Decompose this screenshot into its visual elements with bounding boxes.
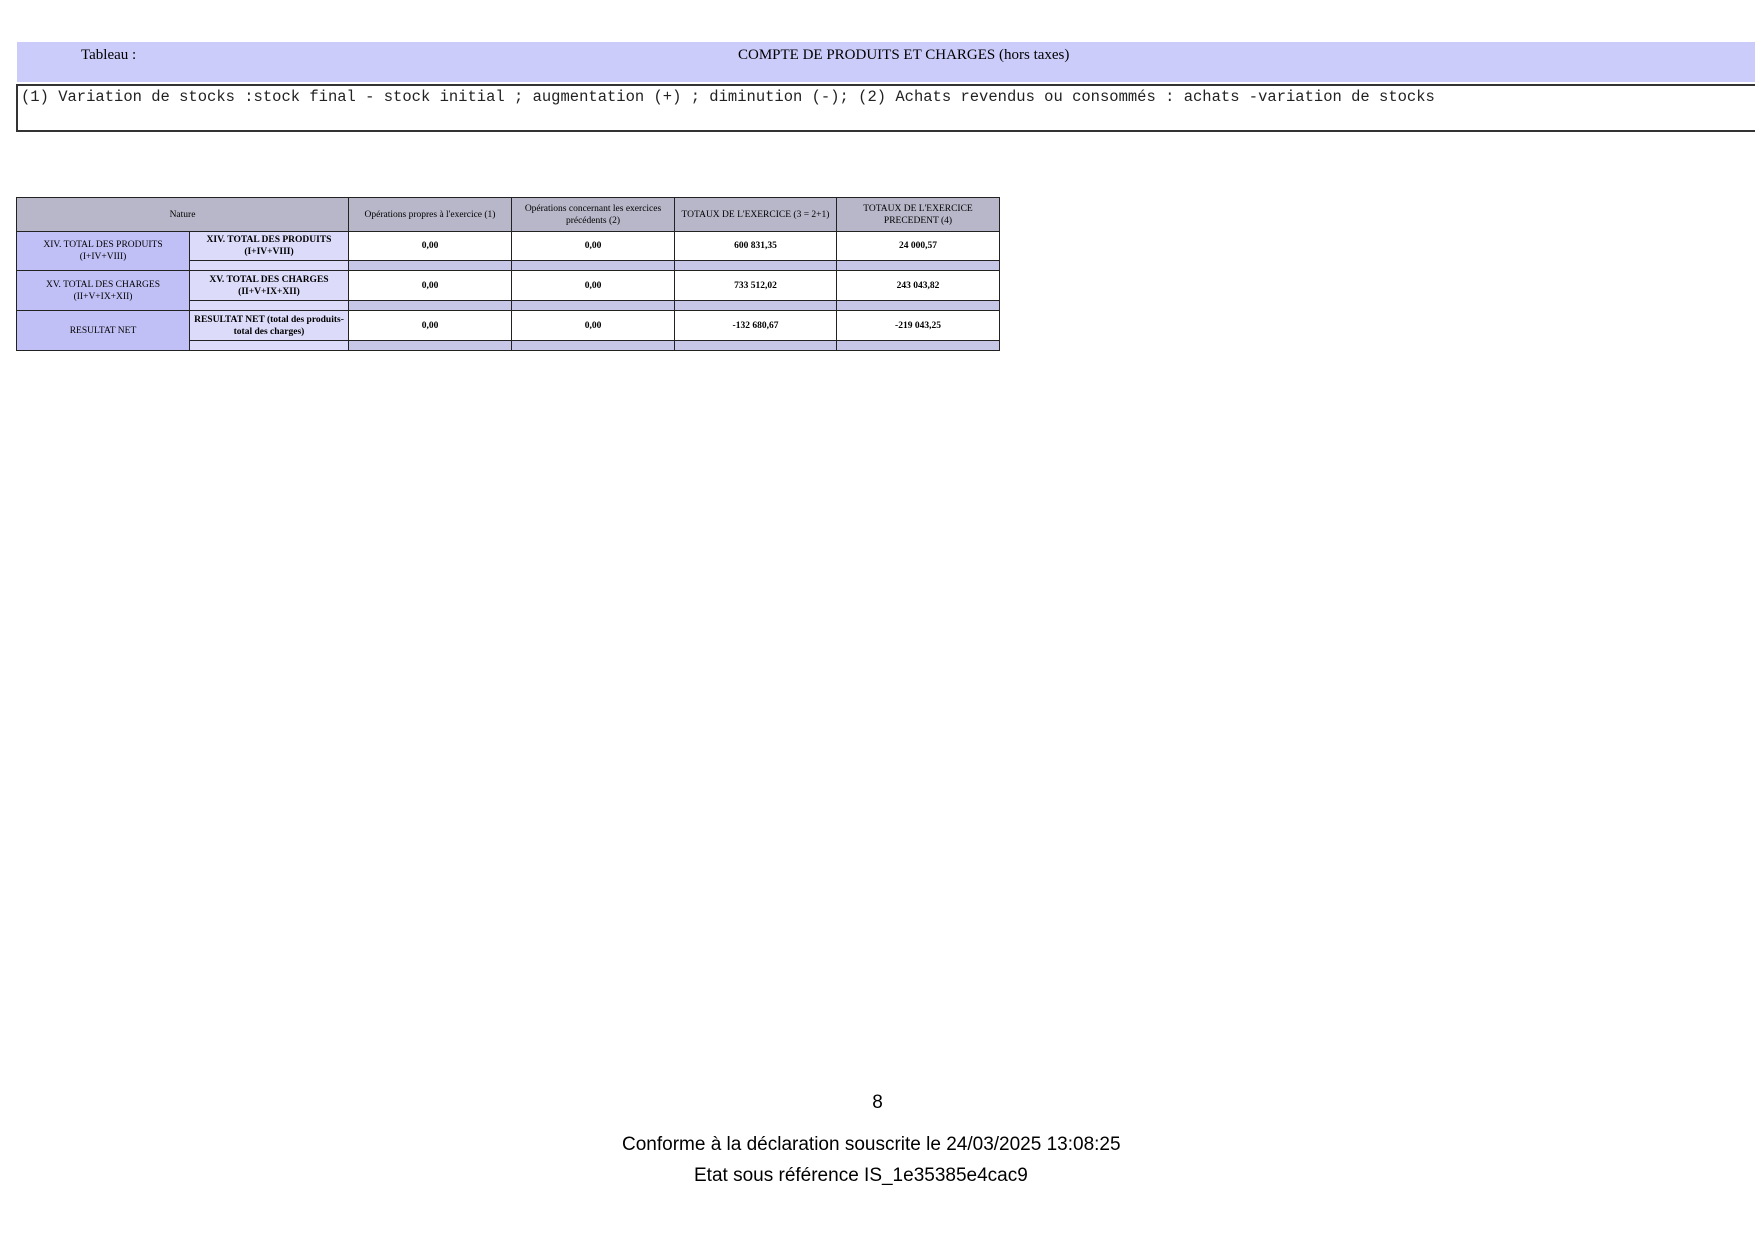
spacer-cell bbox=[349, 261, 512, 271]
spacer-cell bbox=[837, 301, 1000, 311]
row-label-products: XIV. TOTAL DES PRODUITS (I+IV+VIII) bbox=[190, 232, 349, 261]
value-cell: 600 831,35 bbox=[675, 232, 837, 261]
value-cell: 24 000,57 bbox=[837, 232, 1000, 261]
spacer-cell bbox=[190, 261, 349, 271]
value-cell: 0,00 bbox=[512, 271, 675, 301]
conformity-statement: Conforme à la déclaration souscrite le 24/03/2025 13:08:25 bbox=[622, 1134, 1121, 1155]
spacer-cell bbox=[512, 261, 675, 271]
value-cell: 0,00 bbox=[349, 232, 512, 261]
table-title: COMPTE DE PRODUITS ET CHARGES (hors taxes) bbox=[738, 47, 1070, 63]
value-cell: 733 512,02 bbox=[675, 271, 837, 301]
value-cell: 243 043,82 bbox=[837, 271, 1000, 301]
category-products: XIV. TOTAL DES PRODUITS (I+IV+VIII) bbox=[17, 232, 190, 271]
spacer-cell bbox=[190, 341, 349, 351]
table-header-row bbox=[17, 198, 1000, 232]
spacer-cell bbox=[675, 341, 837, 351]
spacer-cell bbox=[837, 341, 1000, 351]
header-year-totals: TOTAUX DE L'EXERCICE (3 = 2+1) bbox=[675, 198, 837, 232]
reference-statement: Etat sous référence IS_1e35385e4cac9 bbox=[694, 1165, 1028, 1186]
value-cell: -219 043,25 bbox=[837, 311, 1000, 341]
stock-variation-note bbox=[16, 84, 1755, 132]
header-previous-year-totals: TOTAUX DE L'EXERCICE PRECEDENT (4) bbox=[837, 198, 1000, 232]
spacer-cell bbox=[190, 301, 349, 311]
spacer-cell bbox=[837, 261, 1000, 271]
spacer-cell bbox=[349, 301, 512, 311]
value-cell: 0,00 bbox=[349, 311, 512, 341]
header-nature: Nature bbox=[17, 198, 349, 232]
table-row bbox=[17, 271, 1000, 301]
spacer-cell bbox=[512, 301, 675, 311]
tableau-label: Tableau : bbox=[81, 47, 137, 63]
category-net-result: RESULTAT NET bbox=[17, 311, 190, 351]
row-label-net-result: RESULTAT NET (total des produits-total des charges) bbox=[190, 311, 349, 341]
row-label-charges: XV. TOTAL DES CHARGES (II+V+IX+XII) bbox=[190, 271, 349, 301]
header-current-operations: Opérations propres à l'exercice (1) bbox=[349, 198, 512, 232]
note-text: (1) Variation de stocks :stock final - stock initial ; augmentation (+) ; diminution (-); (2) Achats revendus ou consommés : achats -variation de stocks bbox=[21, 88, 1435, 106]
table-row bbox=[17, 311, 1000, 341]
table-row bbox=[17, 232, 1000, 261]
value-cell: -132 680,67 bbox=[675, 311, 837, 341]
value-cell: 0,00 bbox=[512, 232, 675, 261]
value-cell: 0,00 bbox=[512, 311, 675, 341]
income-statement-table bbox=[16, 197, 1000, 351]
spacer-cell bbox=[512, 341, 675, 351]
spacer-cell bbox=[349, 341, 512, 351]
header-previous-operations: Opérations concernant les exercices précédents (2) bbox=[512, 198, 675, 232]
page-number: 8 bbox=[872, 1092, 883, 1113]
category-charges: XV. TOTAL DES CHARGES (II+V+IX+XII) bbox=[17, 271, 190, 311]
spacer-cell bbox=[675, 301, 837, 311]
spacer-cell bbox=[675, 261, 837, 271]
value-cell: 0,00 bbox=[349, 271, 512, 301]
